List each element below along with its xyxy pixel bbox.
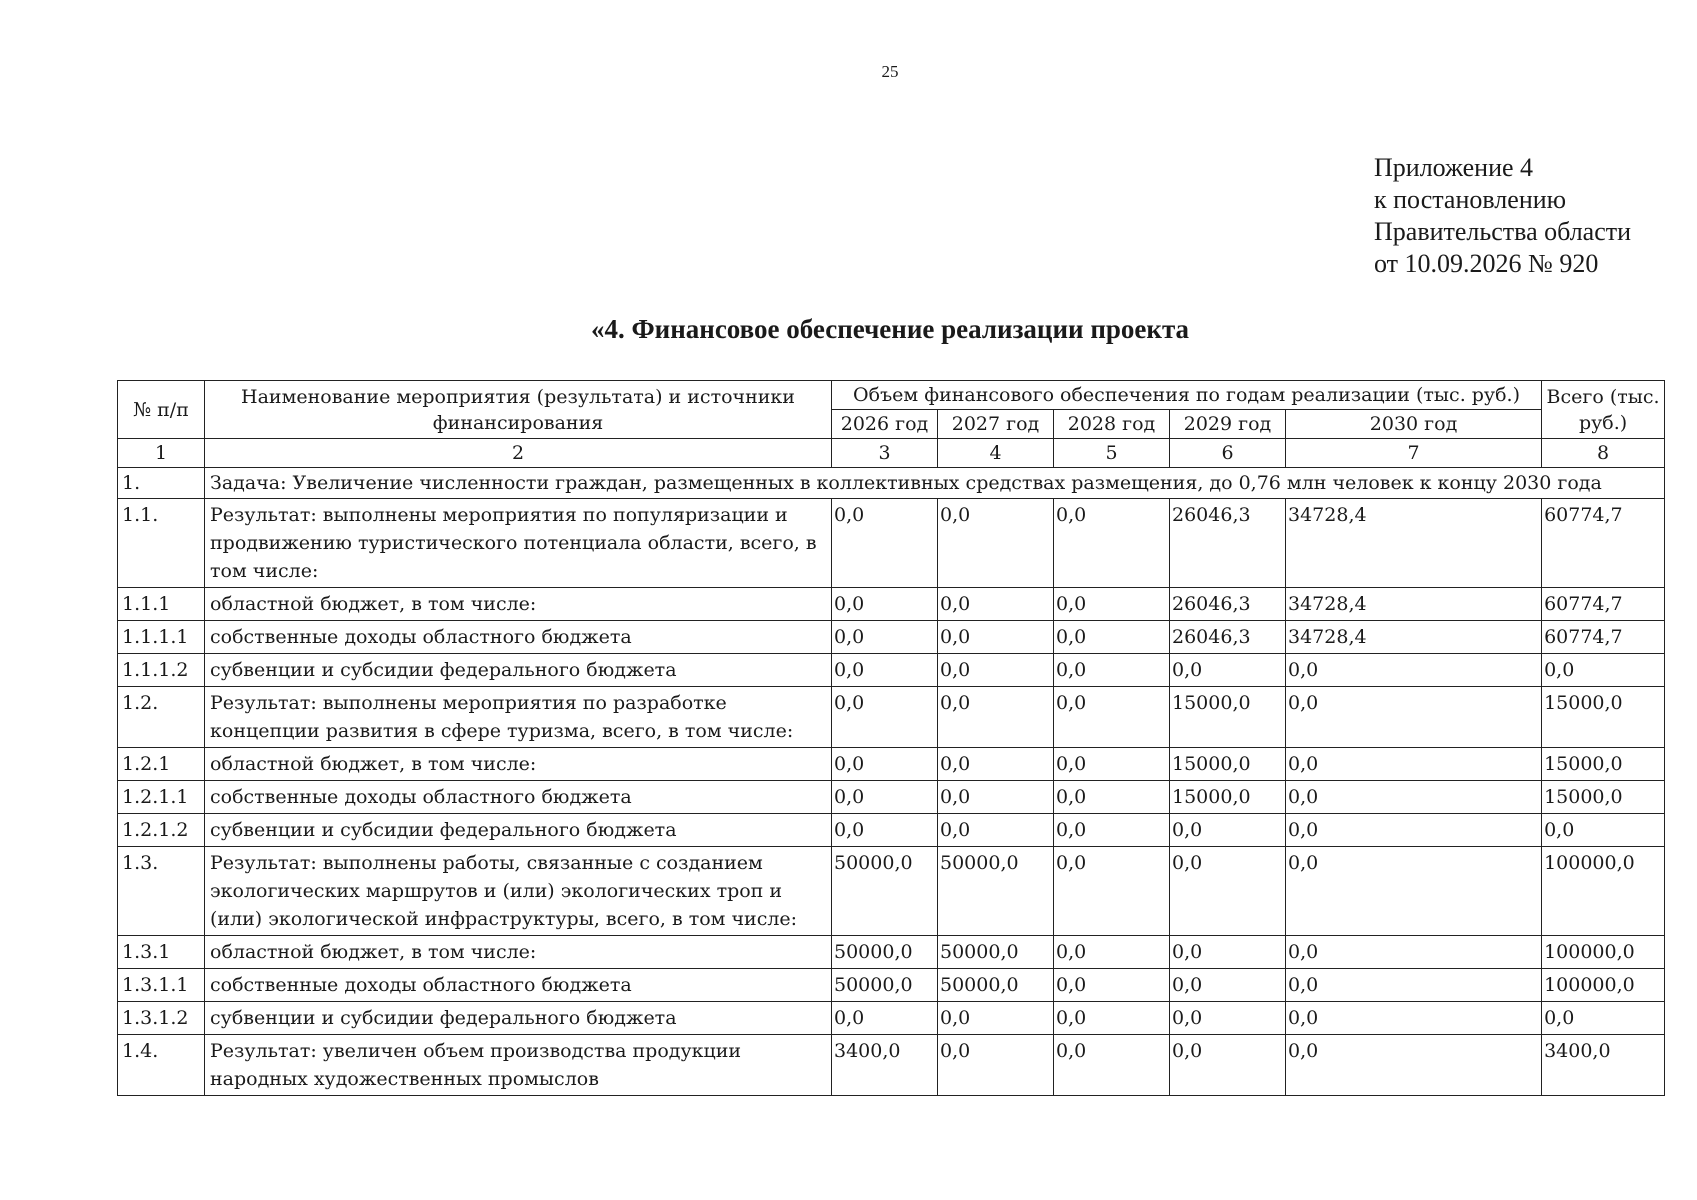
row-value: 0,0: [938, 499, 1054, 588]
appendix-line: Приложение 4: [1374, 153, 1534, 182]
row-total: 60774,7: [1542, 588, 1665, 621]
column-index: 7: [1286, 439, 1542, 468]
column-index: 3: [832, 439, 938, 468]
row-value: 0,0: [1286, 781, 1542, 814]
row-value: 0,0: [1170, 814, 1286, 847]
row-value: 50000,0: [832, 936, 938, 969]
row-value: 0,0: [1170, 1035, 1286, 1096]
appendix-block: [1374, 152, 1631, 280]
row-name: областной бюджет, в том числе:: [205, 588, 832, 621]
row-value: 0,0: [1170, 1002, 1286, 1035]
row-value: 0,0: [938, 781, 1054, 814]
row-name: собственные доходы областного бюджета: [205, 781, 832, 814]
row-value: 0,0: [1054, 1002, 1170, 1035]
table-row: [118, 499, 1665, 588]
row-value: 0,0: [1054, 936, 1170, 969]
row-total: 100000,0: [1542, 847, 1665, 936]
column-index: 8: [1542, 439, 1665, 468]
row-name: областной бюджет, в том числе:: [205, 748, 832, 781]
row-value: 26046,3: [1170, 499, 1286, 588]
row-value: 0,0: [1054, 687, 1170, 748]
row-num: 1.2.1: [118, 748, 205, 781]
row-total: 0,0: [1542, 814, 1665, 847]
row-num: 1.4.: [118, 1035, 205, 1096]
row-name: субвенции и субсидии федерального бюджета: [205, 814, 832, 847]
row-value: 0,0: [1286, 748, 1542, 781]
row-value: 0,0: [1286, 936, 1542, 969]
table-row: [118, 748, 1665, 781]
row-name: собственные доходы областного бюджета: [205, 969, 832, 1002]
header-name: Наименование мероприятия (результата) и источники финансирования: [205, 381, 832, 439]
row-value: 26046,3: [1170, 621, 1286, 654]
column-index: 4: [938, 439, 1054, 468]
row-value: 0,0: [832, 588, 938, 621]
appendix-line: Правительства области: [1374, 217, 1632, 246]
row-name: субвенции и субсидии федерального бюджета: [205, 1002, 832, 1035]
row-value: 0,0: [938, 588, 1054, 621]
row-value: 0,0: [832, 814, 938, 847]
header-year: 2030 год: [1286, 410, 1542, 439]
row-value: 0,0: [1054, 1035, 1170, 1096]
row-value: 0,0: [832, 654, 938, 687]
row-value: 0,0: [1286, 814, 1542, 847]
column-index: 5: [1054, 439, 1170, 468]
column-index: 2: [205, 439, 832, 468]
row-total: 3400,0: [1542, 1035, 1665, 1096]
row-value: 0,0: [1054, 654, 1170, 687]
header-year: 2029 год: [1170, 410, 1286, 439]
row-value: 0,0: [1054, 814, 1170, 847]
task-num: 1.: [118, 468, 205, 499]
row-total: 15000,0: [1542, 748, 1665, 781]
row-total: 15000,0: [1542, 781, 1665, 814]
row-value: 0,0: [938, 654, 1054, 687]
row-value: 0,0: [832, 687, 938, 748]
column-index: 6: [1170, 439, 1286, 468]
table-row: [118, 969, 1665, 1002]
row-value: 50000,0: [938, 847, 1054, 936]
row-value: 0,0: [1054, 847, 1170, 936]
row-total: 0,0: [1542, 1002, 1665, 1035]
row-value: 34728,4: [1286, 588, 1542, 621]
row-num: 1.2.1.2: [118, 814, 205, 847]
appendix-line: от 10.09.2026 № 920: [1374, 249, 1599, 278]
row-total: 0,0: [1542, 654, 1665, 687]
row-num: 1.1.: [118, 499, 205, 588]
row-value: 50000,0: [832, 847, 938, 936]
table-row: [118, 1002, 1665, 1035]
header-num: № п/п: [118, 381, 205, 439]
header-year: 2028 год: [1054, 410, 1170, 439]
row-value: 50000,0: [938, 969, 1054, 1002]
table-row: [118, 588, 1665, 621]
column-index-row: [118, 439, 1665, 468]
row-value: 15000,0: [1170, 748, 1286, 781]
row-value: 0,0: [938, 621, 1054, 654]
row-value: 0,0: [832, 499, 938, 588]
row-value: 0,0: [938, 687, 1054, 748]
row-num: 1.1.1.2: [118, 654, 205, 687]
table-row: [118, 687, 1665, 748]
row-value: 0,0: [1170, 847, 1286, 936]
row-value: 34728,4: [1286, 499, 1542, 588]
row-value: 15000,0: [1170, 781, 1286, 814]
row-value: 0,0: [1286, 1035, 1542, 1096]
row-num: 1.3.1: [118, 936, 205, 969]
row-value: 0,0: [1054, 748, 1170, 781]
row-name: Результат: увеличен объем производства продукции народных художественных промыслов: [205, 1035, 832, 1096]
header-volume: Объем финансового обеспечения по годам реализации (тыс. руб.): [832, 381, 1542, 410]
row-num: 1.3.1.2: [118, 1002, 205, 1035]
header-year: 2026 год: [832, 410, 938, 439]
row-value: 0,0: [1170, 936, 1286, 969]
task-text: Задача: Увеличение численности граждан, размещенных в коллективных средствах размещения, до 0,76 млн человек к концу 2030 года: [205, 468, 1665, 499]
row-total: 15000,0: [1542, 687, 1665, 748]
row-value: 0,0: [1054, 499, 1170, 588]
table-row: [118, 654, 1665, 687]
row-num: 1.2.: [118, 687, 205, 748]
row-value: 0,0: [1054, 969, 1170, 1002]
row-num: 1.3.: [118, 847, 205, 936]
row-value: 50000,0: [938, 936, 1054, 969]
row-value: 0,0: [938, 1035, 1054, 1096]
row-name: Результат: выполнены работы, связанные с созданием экологических маршрутов и (или) экологических троп и (или) экологической инфраструктуры, всего, в том числе:: [205, 847, 832, 936]
row-value: 0,0: [1170, 969, 1286, 1002]
row-value: 0,0: [1170, 654, 1286, 687]
appendix-line: к постановлению: [1374, 185, 1567, 214]
row-value: 0,0: [1286, 1002, 1542, 1035]
financing-table: [117, 380, 1665, 1096]
row-total: 60774,7: [1542, 621, 1665, 654]
column-index: 1: [118, 439, 205, 468]
row-value: 0,0: [1286, 969, 1542, 1002]
row-total: 100000,0: [1542, 936, 1665, 969]
row-num: 1.1.1: [118, 588, 205, 621]
header-total: Всего (тыс. руб.): [1542, 381, 1665, 439]
row-name: Результат: выполнены мероприятия по разработке концепции развития в сфере туризма, всего, в том числе:: [205, 687, 832, 748]
table-row: [118, 847, 1665, 936]
row-name: областной бюджет, в том числе:: [205, 936, 832, 969]
row-value: 0,0: [938, 1002, 1054, 1035]
page-number: 25: [881, 62, 899, 81]
table-row: [118, 621, 1665, 654]
row-total: 60774,7: [1542, 499, 1665, 588]
row-value: 0,0: [938, 814, 1054, 847]
row-value: 0,0: [938, 748, 1054, 781]
table-row: [118, 781, 1665, 814]
row-value: 0,0: [1286, 847, 1542, 936]
row-value: 34728,4: [1286, 621, 1542, 654]
row-value: 15000,0: [1170, 687, 1286, 748]
row-value: 0,0: [832, 621, 938, 654]
row-value: 0,0: [1054, 588, 1170, 621]
row-name: собственные доходы областного бюджета: [205, 621, 832, 654]
row-value: 0,0: [1054, 621, 1170, 654]
header-row: [118, 381, 1665, 410]
document-title: «4. Финансовое обеспечение реализации проекта: [590, 314, 1190, 344]
table-row: [118, 1035, 1665, 1096]
row-num: 1.2.1.1: [118, 781, 205, 814]
row-value: 0,0: [1054, 781, 1170, 814]
row-value: 26046,3: [1170, 588, 1286, 621]
row-value: 50000,0: [832, 969, 938, 1002]
row-num: 1.1.1.1: [118, 621, 205, 654]
header-year: 2027 год: [938, 410, 1054, 439]
row-total: 100000,0: [1542, 969, 1665, 1002]
row-name: субвенции и субсидии федерального бюджета: [205, 654, 832, 687]
table-row: [118, 814, 1665, 847]
row-value: 0,0: [832, 748, 938, 781]
table-row: [118, 936, 1665, 969]
row-value: 3400,0: [832, 1035, 938, 1096]
row-value: 0,0: [1286, 654, 1542, 687]
row-num: 1.3.1.1: [118, 969, 205, 1002]
row-value: 0,0: [832, 1002, 938, 1035]
task-row: [118, 468, 1665, 499]
row-value: 0,0: [1286, 687, 1542, 748]
row-name: Результат: выполнены мероприятия по популяризации и продвижению туристического потенциала области, всего, в том числе:: [205, 499, 832, 588]
row-value: 0,0: [832, 781, 938, 814]
